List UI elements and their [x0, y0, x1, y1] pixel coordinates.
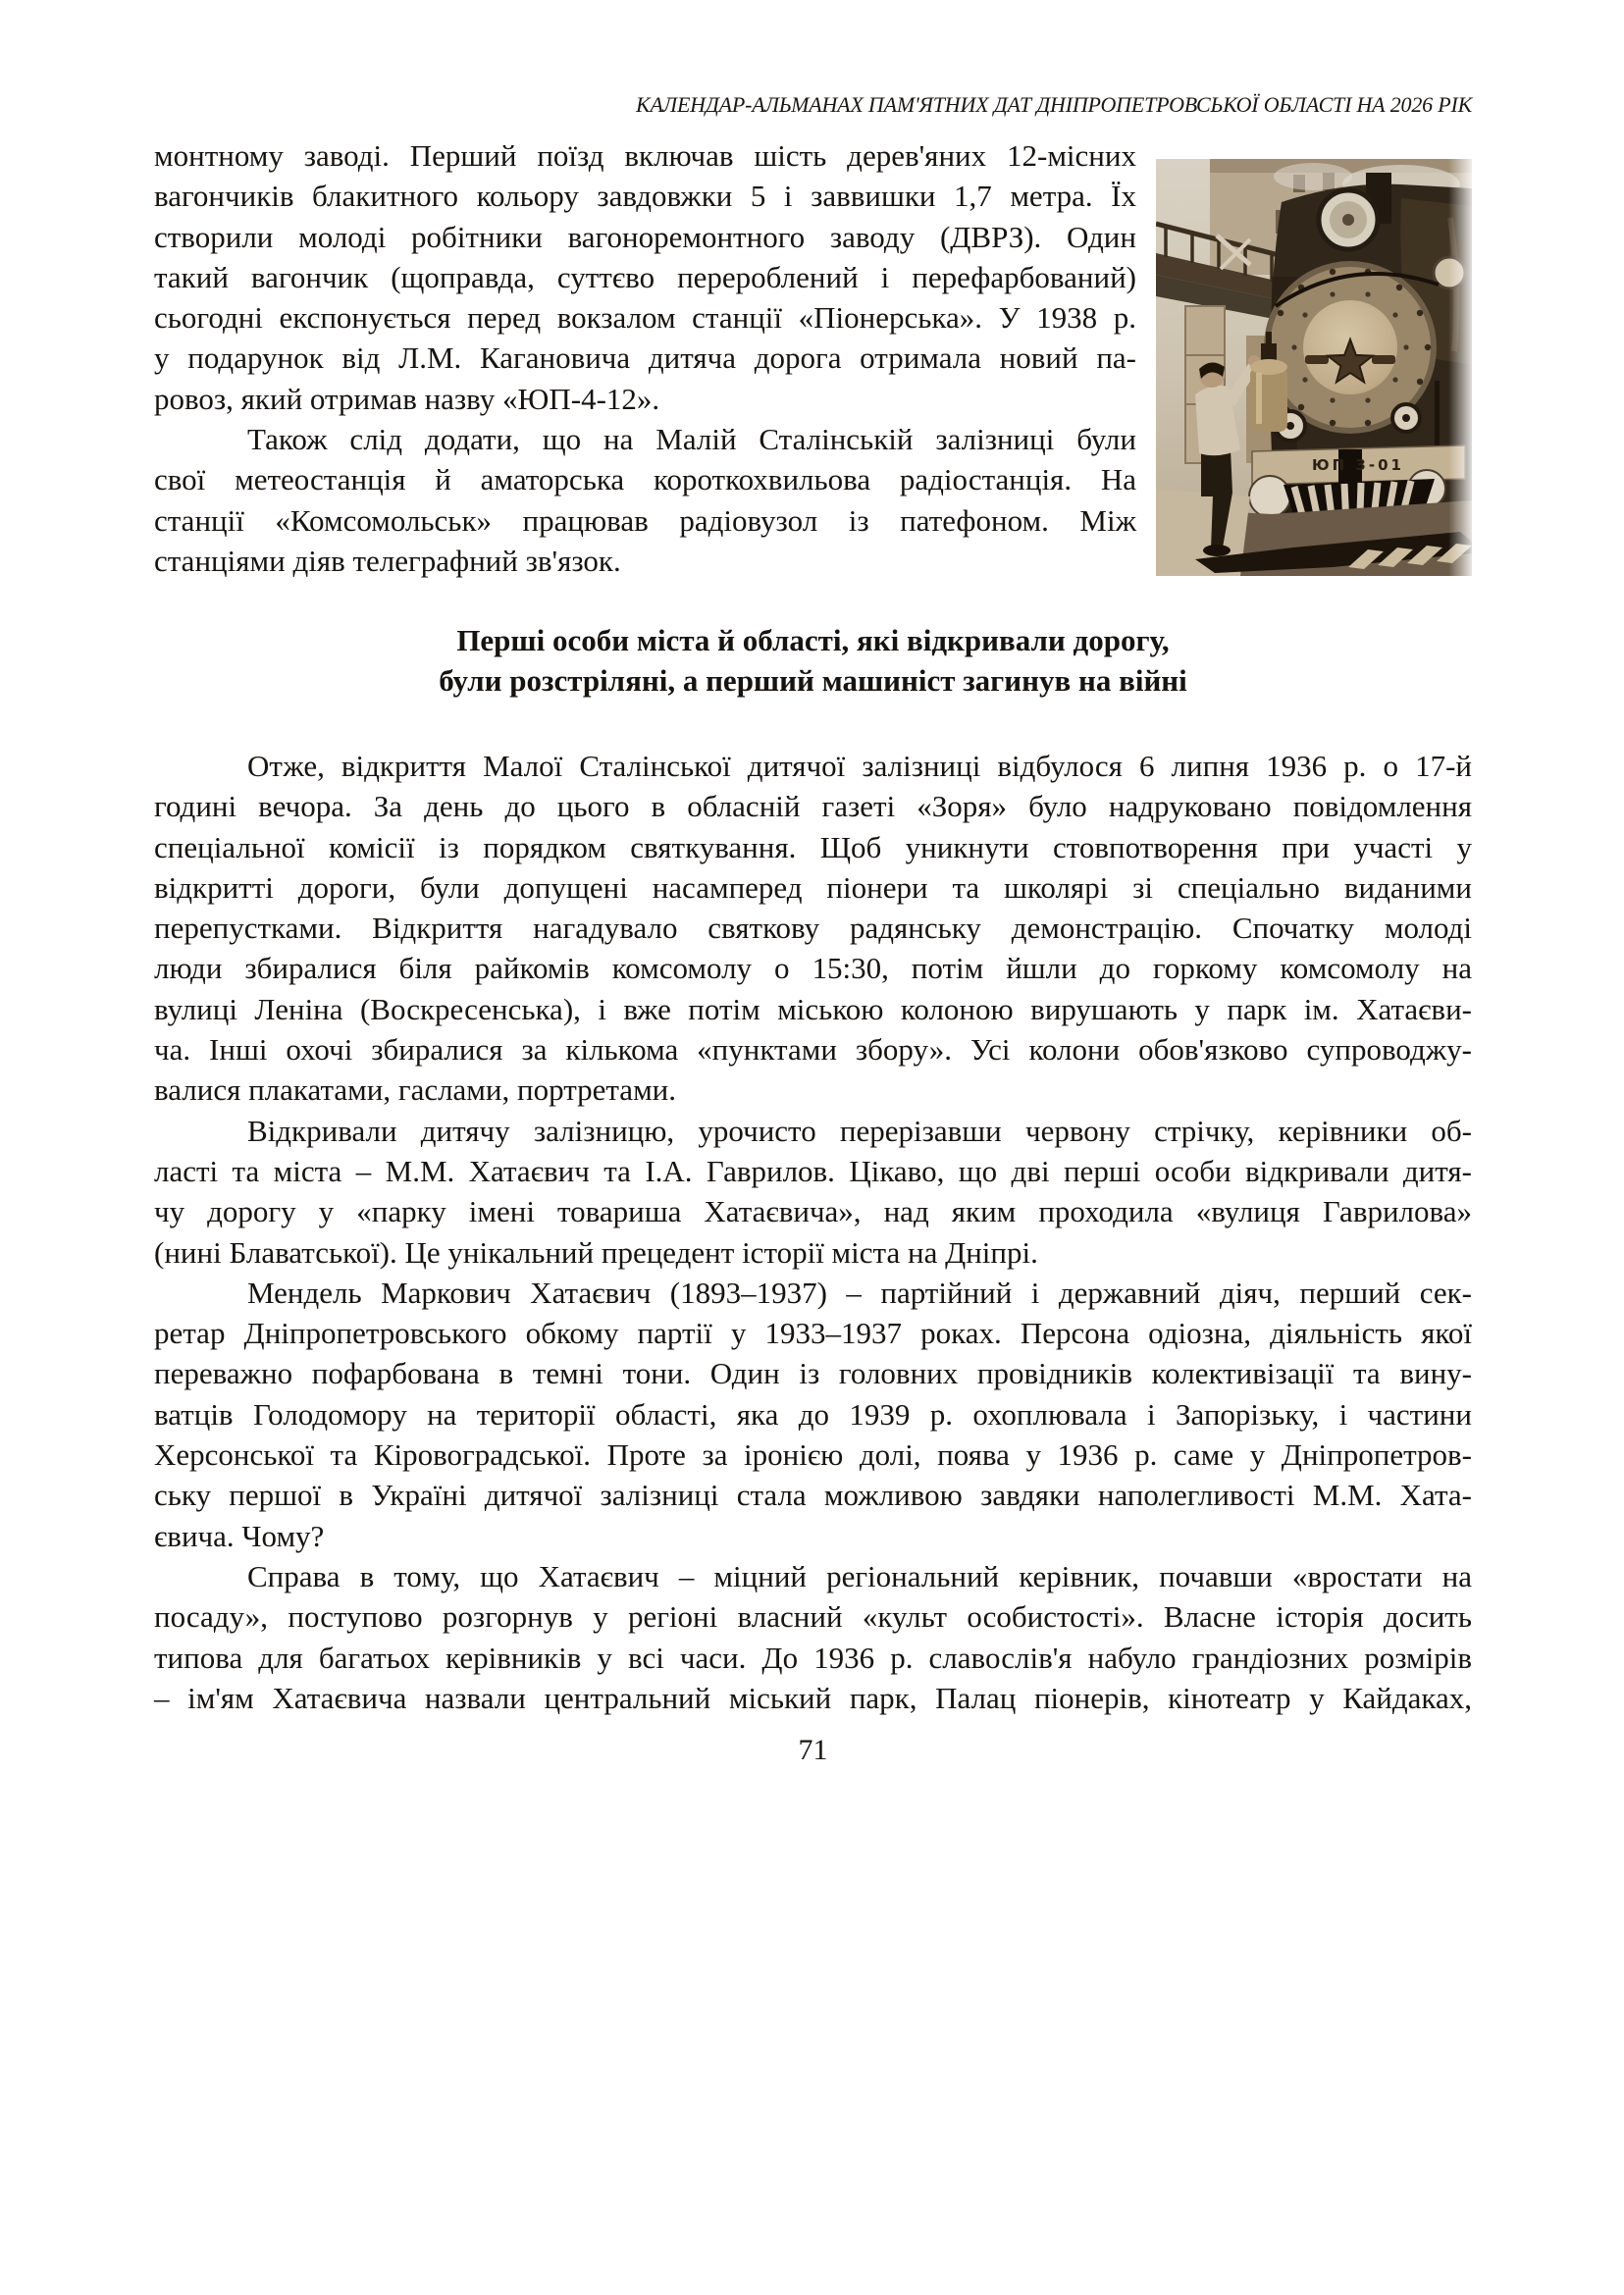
text-line: – ім'ям Хатаєвича назвали центральний міський парк, Палац піонерів, кінотеатр у Кайдаках, — [154, 1680, 1472, 1715]
text-line: вулиці Леніна (Воскресенська), і вже потім міською колоною вирушають у парк ім. Хатаєви- — [154, 991, 1472, 1026]
text-line: валися плакатами, гаслами, портретами. — [154, 1072, 677, 1108]
text-line: Отже, відкриття Малої Сталінської дитячої залізниці відбулося 6 липня 1936 р. о 17-й — [247, 749, 1472, 783]
text-line: перепустками. Відкриття нагадувало святкову радянську демонстрацію. Спочатку молоді — [154, 911, 1472, 946]
text-line: Також слід додати, що на Малій Сталінській залізниці були — [247, 422, 1136, 457]
text-line: Херсонської та Кіровоградської. Проте за іронією долі, поява у 1936 р. саме у Дніпропетров- — [154, 1437, 1472, 1473]
page-number: 71 — [798, 1734, 828, 1766]
text-line: чу дорогу у «парку імені товариша Хатаєвича», над яким проходила «вулиця Гаврилова» — [154, 1194, 1472, 1229]
buffer-disc — [1249, 476, 1290, 517]
photo-edge-fade — [1448, 159, 1472, 576]
star-wing — [1305, 355, 1329, 364]
text-line: створили молоді робітники вагоноремонтного заводу (ДВРЗ). Один — [154, 219, 1136, 254]
text-line: відкритті дороги, були допущені насамперед піонери та школярі зі спеціально виданими — [154, 869, 1472, 905]
text-line: ча. Інші охочі збиралися за кількома «пунктами збору». Усі колони обов'язково супроводжу- — [154, 1032, 1472, 1068]
text-line: типова для багатьох керівників у всі часи. До 1936 р. славослів'я набуло грандіозних розмірів — [154, 1640, 1472, 1675]
text-line: ровоз, який отримав назву «ЮП-4-12». — [154, 381, 660, 416]
text-line: у подарунок від Л.М. Кагановича дитяча дорога отримала новий па- — [154, 340, 1136, 376]
text-line: такий вагончик (щоправда, суттєво перероблений і перефарбований) — [154, 259, 1136, 294]
text-line: ську першої в Україні дитячої залізниці стала можливою завдяки наполегливості М.М. Хата- — [154, 1478, 1472, 1513]
paragraph — [154, 746, 1472, 1111]
locomotive-photo — [1156, 159, 1472, 576]
star-wing — [1372, 355, 1395, 364]
text-line: люди збиралися біля райкомів комсомолу о 15:30, потім йшли до горкому комсомолу на — [154, 951, 1472, 986]
text-line: посаду», поступово розгорнув у регіоні власний «культ особистості». Власне історія досить — [154, 1599, 1472, 1635]
text-line: станціями діяв телеграфний зв'язок. — [154, 543, 621, 578]
text-line: вагончиків блакитного кольору завдовжки 5 і заввишки 1,7 метра. Їх — [154, 179, 1136, 214]
text-line: ватців Голодомору на території області, яка до 1939 р. охоплювала і Запорізьку, і частини — [154, 1396, 1472, 1432]
text-line: євича. Чому? — [154, 1518, 325, 1553]
text-line: ласті та міста – М.М. Хатаєвич та І.А. Гаврилов. Цікаво, що дві перші особи відкривали дитя- — [154, 1153, 1472, 1188]
text-line: ретар Дніпропетровського обкому партії у 1933–1937 роках. Персона одіозна, діяльність якої — [154, 1316, 1472, 1351]
paragraph — [154, 1273, 1472, 1556]
main-text-block — [154, 746, 1472, 1718]
paragraph — [154, 419, 1136, 581]
section-heading-line1: Перші особи міста й області, які відкривали дорогу, — [456, 623, 1170, 657]
paragraph — [154, 1111, 1472, 1273]
text-line: Відкривали дитячу залізницю, урочисто перерізавши червону стрічку, керівники об- — [247, 1113, 1472, 1148]
paragraph — [154, 1556, 1472, 1718]
headlight-icon — [1319, 190, 1378, 249]
text-line: монтному заводі. Перший поїзд включав шість дерев'яних 12-місних — [154, 138, 1136, 173]
section-heading-line2: були розстріляні, а перший машиніст загинув на війні — [439, 663, 1187, 699]
text-line: свої метеостанція й аматорська короткохвильова радіостанція. На — [154, 462, 1136, 497]
paragraph — [154, 135, 1136, 419]
text-line: Мендель Маркович Хатаєвич (1893–1937) – партійний і державний діяч, перший сек- — [247, 1275, 1472, 1310]
intro-text-block — [154, 135, 1136, 581]
running-header: КАЛЕНДАР-АЛЬМАНАХ ПАМ'ЯТНИХ ДАТ ДНІПРОПЕТРОВСЬКОЇ ОБЛАСТІ НА 2026 РІК — [636, 92, 1472, 117]
number-plate: ЮП 3-01 — [1312, 456, 1404, 474]
text-line: годині вечора. За день до цього в обласній газеті «Зоря» було надруковано повідомлення — [154, 789, 1472, 824]
text-line: Справа в тому, що Хатаєвич – міцний регіональний керівник, почавши «вростати на — [247, 1558, 1472, 1593]
text-line: спеціальної комісії із порядком святкування. Щоб уникнути стовпотворення при участі у — [154, 829, 1472, 864]
text-line: сьогодні експонується перед вокзалом станції «Піонерська». У 1938 р. — [154, 300, 1136, 336]
text-line: станції «Комсомольськ» працював радіовузол із патефоном. Між — [154, 502, 1136, 538]
text-line: переважно пофарбована в темні тони. Один із головних провідників колективізації та вину- — [154, 1356, 1472, 1391]
text-line: (нині Блаватської). Це унікальний прецедент історії міста на Дніпрі. — [154, 1234, 1038, 1270]
section-heading — [154, 620, 1472, 702]
